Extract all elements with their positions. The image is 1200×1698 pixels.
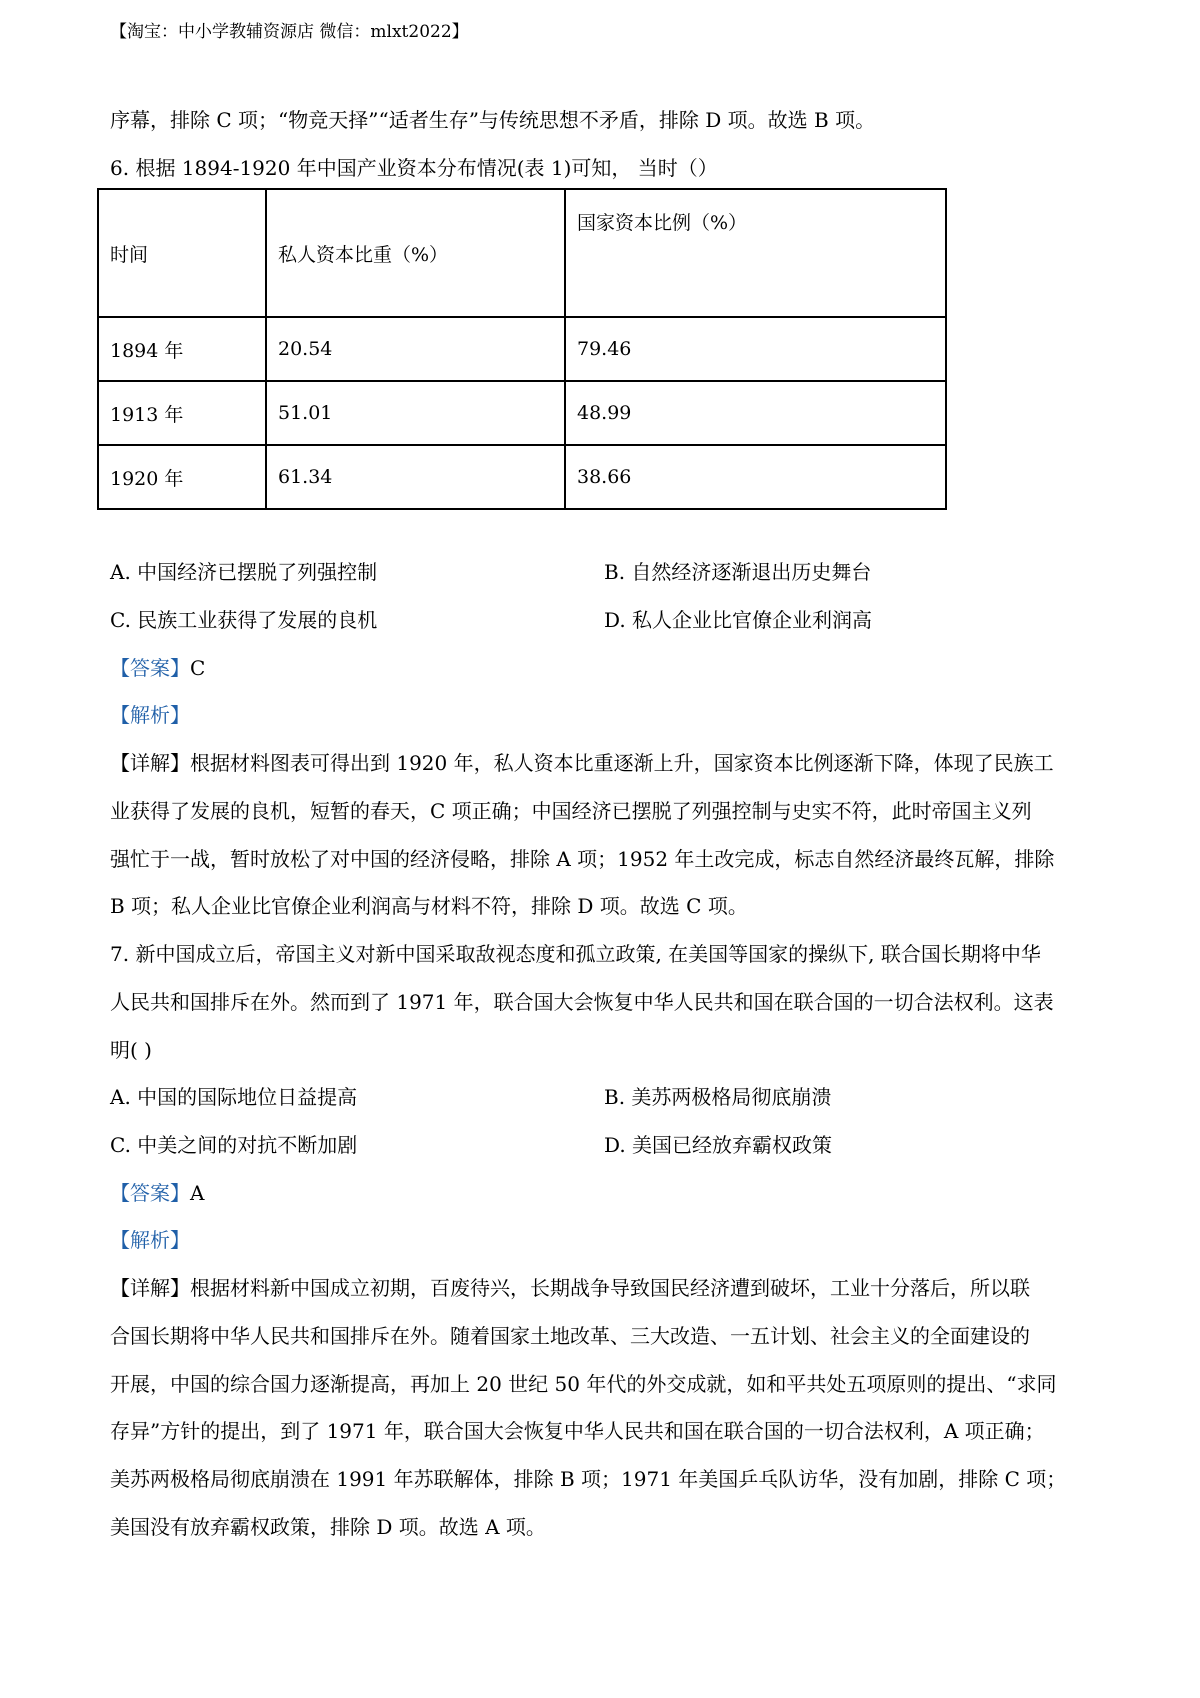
answer-value: A [190,1181,205,1205]
header-cell-private: 私人资本比重（%） [266,189,565,317]
capital-distribution-table [97,188,947,510]
answer-value: C [190,656,206,680]
q7-option-c: C. 中美之间的对抗不断加剧 [110,1133,358,1157]
detail-text: 根据材料新中国成立初期，百废待兴，长期战争导致国民经济遭到破坏，工业十分落后，所以联 [190,1276,1030,1300]
q7-analysis-label: 【解析】 [110,1228,190,1252]
q7-answer [110,1177,204,1206]
table-cell: 79.46 [565,317,946,381]
table-cell: 1894 年 [98,317,266,381]
q5-tail-text: 序幕，排除 C 项；“物竞天择”“适者生存”与传统思想不矛盾，排除 D 项。故选 B 项。 [110,108,876,132]
detail-label: 【详解】 [110,751,190,775]
table-row [98,445,946,509]
table-row [98,317,946,381]
q7-stem-line-1: 7. 新中国成立后，帝国主义对新中国采取敌视态度和孤立政策, 在美国等国家的操纵下, 联合国长期将中华 [110,942,1041,966]
q6-detail-line-4: B 项；私人企业比官僚企业利润高与材料不符，排除 D 项。故选 C 项。 [110,894,748,918]
table-cell: 38.66 [565,445,946,509]
q7-detail-line-3: 开展，中国的综合国力逐渐提高，再加上 20 世纪 50 年代的外交成就，如和平共处五项原则的提出、“求同 [110,1372,1057,1396]
q7-detail-line-4: 存异”方针的提出，到了 1971 年，联合国大会恢复中华人民共和国在联合国的一切合法权利，A 项正确； [110,1419,1045,1443]
q6-option-b: B. 自然经济逐渐退出历史舞台 [604,560,872,584]
q6-option-c: C. 民族工业获得了发展的良机 [110,608,378,632]
table-cell: 48.99 [565,381,946,445]
q7-detail-line-1 [110,1272,1030,1301]
table-cell: 1913 年 [98,381,266,445]
q6-detail-line-2: 业获得了发展的良机，短暂的春天，C 项正确；中国经济已摆脱了列强控制与史实不符，此时帝国主义列 [110,799,1032,823]
q6-option-d: D. 私人企业比官僚企业利润高 [604,608,873,632]
page-header-watermark: 【淘宝：中小学教辅资源店 微信：mlxt2022】 [110,22,469,42]
q7-detail-line-6: 美国没有放弃霸权政策，排除 D 项。故选 A 项。 [110,1515,546,1539]
table-cell: 1920 年 [98,445,266,509]
q6-stem: 6. 根据 1894-1920 年中国产业资本分布情况(表 1)可知， 当时（） [110,156,718,180]
q6-detail-line-1 [110,747,1054,776]
q7-option-a: A. 中国的国际地位日益提高 [110,1085,358,1109]
q7-stem-line-3: 明( ) [110,1038,152,1062]
table-row [98,381,946,445]
table-cell: 61.34 [266,445,565,509]
header-cell-time: 时间 [98,189,266,317]
detail-label: 【详解】 [110,1276,190,1300]
detail-text: 根据材料图表可得出到 1920 年，私人资本比重逐渐上升，国家资本比例逐渐下降，体现了民族工 [190,751,1054,775]
q7-option-b: B. 美苏两极格局彻底崩溃 [604,1085,832,1109]
header-cell-state: 国家资本比例（%） [565,189,946,317]
q7-detail-line-2: 合国长期将中华人民共和国排斥在外。随着国家土地改革、三大改造、一五计划、社会主义的全面建设的 [110,1324,1030,1348]
q7-stem-line-2: 人民共和国排斥在外。然而到了 1971 年，联合国大会恢复中华人民共和国在联合国的一切合法权利。这表 [110,990,1054,1014]
q7-option-d: D. 美国已经放弃霸权政策 [604,1133,833,1157]
q6-option-a: A. 中国经济已摆脱了列强控制 [110,560,378,584]
table-cell: 20.54 [266,317,565,381]
answer-label: 【答案】 [110,656,190,680]
table-cell: 51.01 [266,381,565,445]
q6-detail-line-3: 强忙于一战，暂时放松了对中国的经济侵略，排除 A 项；1952 年土改完成，标志自然经济最终瓦解，排除 [110,847,1055,871]
answer-label: 【答案】 [110,1181,190,1205]
q6-answer [110,652,205,681]
q7-detail-line-5: 美苏两极格局彻底崩溃在 1991 年苏联解体，排除 B 项；1971 年美国乒乓队访华，没有加剧，排除 C 项； [110,1467,1067,1491]
table-header-row [98,189,946,317]
q6-analysis-label: 【解析】 [110,703,190,727]
